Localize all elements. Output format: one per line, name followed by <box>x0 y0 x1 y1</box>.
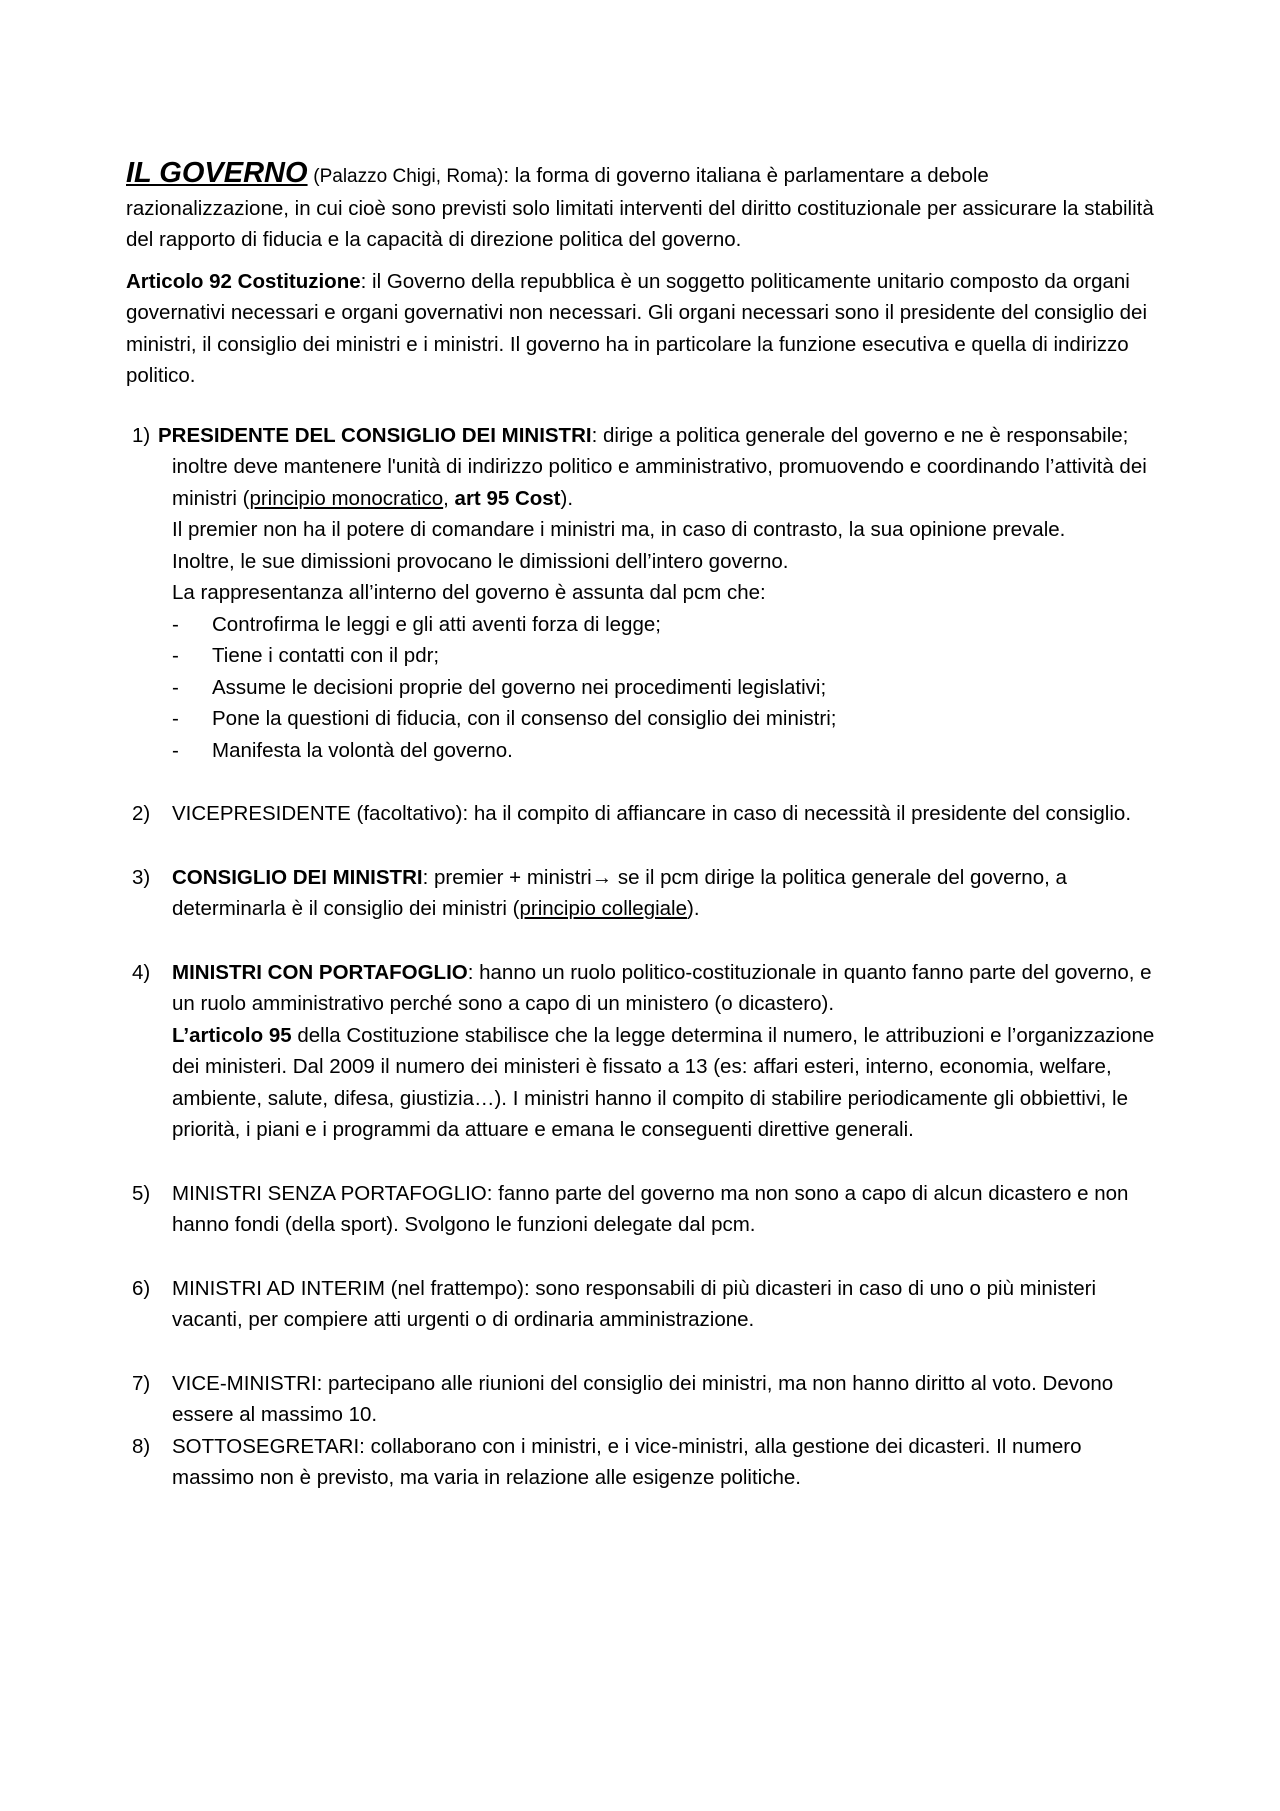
bullet-item: - Manifesta la volontà del governo. <box>172 738 513 762</box>
item-body <box>158 420 1156 767</box>
item-line: Il premier non ha il potere di comandare i ministri ma, in caso di contrasto, la sua opinione prevale. <box>172 518 1066 541</box>
item-number: 6) <box>132 1276 151 1300</box>
bullet-text: Pone la questioni di fiducia, con il consenso del consiglio dei ministri; <box>212 707 837 730</box>
intro-paragraph <box>126 158 1156 256</box>
item-text: della Costituzione stabilisce che la legge determina il numero, le attribuzioni e l’organizzazione dei ministeri. Dal 2009 il numero dei ministeri è fissato a 13 (es: affari esteri, interno, economia, welfare, ambiente, salute, difesa, giustizia…). I ministri hanno il compito di stabilire periodicamente gli obbiettivi, le priorità, i piani e i programmi da attuare e emana le conseguenti direttive generali. <box>172 1023 1155 1141</box>
item-heading: CONSIGLIO DEI MINISTRI <box>172 865 423 889</box>
item-text: MINISTRI AD INTERIM (nel frattempo): sono responsabili di più dicasteri in caso di uno o più ministeri vacanti, per compiere atti urgenti o di ordinaria amministrazione. <box>172 1276 1097 1331</box>
item-number: 7) <box>132 1371 151 1395</box>
item-number: 4) <box>132 960 151 984</box>
item-heading: PRESIDENTE DEL CONSIGLIO DEI MINISTRI <box>158 423 592 447</box>
item-body <box>172 862 1156 925</box>
list-item-president <box>126 420 1156 767</box>
article-ref: art 95 Cost <box>454 486 561 510</box>
item-number: 8) <box>132 1434 151 1458</box>
document-title: IL GOVERNO <box>126 157 308 189</box>
item-line: La rappresentanza all’interno del governo è assunta dal pcm che: <box>172 581 766 604</box>
item-number: 2) <box>132 802 151 825</box>
intro-text: : la forma di governo italiana è parlamentare a debole razionalizzazione, in cui cioè sono previsti solo limitati interventi del diritto costituzionale per assicurare la stabilità del rapporto di fiducia e la capacità di direzione politica del governo. <box>126 164 1154 251</box>
item-text: MINISTRI SENZA PORTAFOGLIO: fanno parte del governo ma non sono a capo di alcun dicastero e non hanno fondi (della sport). Svolgono le funzioni delegate dal pcm. <box>172 1181 1129 1236</box>
bullet-text: Tiene i contatti con il pdr; <box>212 644 440 667</box>
article-ref: L’articolo 95 <box>172 1023 292 1047</box>
item-text: SOTTOSEGRETARI: collaborano con i ministri, e i vice-ministri, alla gestione dei dicasteri. Il numero massimo non è previsto, ma varia in relazione alle esigenze politiche. <box>172 1434 1082 1489</box>
list-item-undersecretaries <box>126 1431 1156 1494</box>
title-subtitle: (Palazzo Chigi, Roma) <box>313 166 504 187</box>
link-principio-collegiale: principio collegiale <box>519 897 688 920</box>
item-number: 3) <box>132 865 151 889</box>
document-page <box>126 158 1156 1526</box>
article-92-paragraph <box>126 266 1156 392</box>
bullet-item: - Controfirma le leggi e gli atti aventi forza di legge; <box>172 612 661 636</box>
link-principio-monocratico: principio monocratico <box>249 486 444 510</box>
bullet-text: Assume le decisioni proprie del governo nei procedimenti legislativi; <box>212 675 827 699</box>
list-item-council <box>126 862 1156 925</box>
bullet-text: Controfirma le leggi e gli atti aventi forza di legge; <box>212 612 661 636</box>
item-body <box>172 957 1156 1146</box>
bullet-item: - Assume le decisioni proprie del governo nei procedimenti legislativi; <box>172 675 827 699</box>
bullet-text: Manifesta la volontà del governo. <box>212 738 513 762</box>
item-text: VICEPRESIDENTE (facoltativo): ha il compito di affiancare in caso di necessità il presidente del consiglio. <box>172 802 1132 825</box>
bullet-item: - Pone la questioni di fiducia, con il consenso del consiglio dei ministri; <box>172 707 837 730</box>
bullet-item: - Tiene i contatti con il pdr; <box>172 644 440 667</box>
organs-list <box>126 420 1156 1494</box>
article-92-label: Articolo 92 Costituzione <box>126 269 361 293</box>
item-text: VICE-MINISTRI: partecipano alle riunioni del consiglio dei ministri, ma non hanno diritto al voto. Devono essere al massimo 10. <box>172 1371 1114 1426</box>
item-close: ). <box>560 486 574 510</box>
list-item-ministers-portfolio <box>126 957 1156 1146</box>
list-item-vice-ministers <box>126 1368 1156 1431</box>
item-number: 5) <box>132 1181 151 1205</box>
item-separator: , <box>443 486 455 510</box>
item-close: ). <box>687 897 700 920</box>
item-text: : hanno un ruolo politico-costituzionale in quanto fanno parte del governo, e un ruolo amministrativo perché sono a capo di un ministero (o dicastero). <box>172 960 1152 1015</box>
list-item-interim <box>126 1273 1156 1336</box>
item-text: : premier + ministri→ se il pcm dirige la politica generale del governo, a determinarla è il consiglio dei ministri ( <box>172 865 1067 920</box>
item-text: : dirige a politica generale del governo e ne è responsabile; inoltre deve mantenere l'unità di indirizzo politico e amministrativo, promuovendo e coordinando l’attività dei ministri ( <box>172 423 1147 510</box>
list-item-vicepresident <box>126 798 1156 830</box>
item-line: Inoltre, le sue dimissioni provocano le dimissioni dell’intero governo. <box>172 549 789 573</box>
article-92-text: : il Governo della repubblica è un soggetto politicamente unitario composto da organi governativi necessari e organi governativi non necessari. Gli organi necessari sono il presidente del consiglio dei ministri, il consiglio dei ministri e i ministri. Il governo ha in particolare la funzione esecutiva e quella di indirizzo politico. <box>126 269 1148 387</box>
item-heading: MINISTRI CON PORTAFOGLIO <box>172 960 468 984</box>
list-item-ministers-no-portfolio <box>126 1178 1156 1241</box>
item-number: 1) <box>132 423 151 447</box>
